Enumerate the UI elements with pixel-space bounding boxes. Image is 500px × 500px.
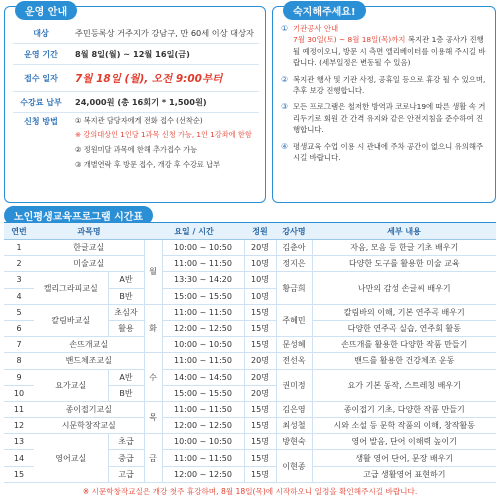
cell-capacity: 20명 [244, 353, 276, 369]
cell-no: 3 [4, 272, 34, 288]
cell-capacity: 15명 [244, 466, 276, 482]
schedule-title: 노인평생교육프로그램 시간표 [4, 206, 153, 225]
table-row [4, 434, 496, 450]
cell-subgroup: 초심자 [108, 304, 144, 320]
table-header-row [4, 223, 496, 240]
cell-subgroup: 중급 [108, 450, 144, 466]
cell-no: 13 [4, 434, 34, 450]
cell-capacity: 20명 [244, 369, 276, 385]
cell-subgroup: 초급 [108, 434, 144, 450]
header-daytime: 요일 / 시간 [144, 223, 244, 240]
cell-no: 9 [4, 369, 34, 385]
cell-time: 12:00 ~ 12:50 [162, 320, 244, 336]
header-detail: 세부 내용 [312, 223, 496, 240]
cell-subject: 칼림바교실 [34, 304, 108, 336]
cell-time: 12:00 ~ 12:50 [162, 466, 244, 482]
cell-no: 2 [4, 256, 34, 272]
cell-teacher: 방현숙 [276, 434, 312, 450]
operation-row-period [13, 44, 259, 64]
method-line: ① 복지관 담당자에게 전화 접수 (선착순) [75, 116, 203, 125]
cell-detail: 종이접기 기초, 다양한 작품 만들기 [312, 401, 496, 417]
cell-capacity: 15명 [244, 320, 276, 336]
cell-capacity: 15명 [244, 337, 276, 353]
notice-title: 숙지해주세요! [283, 1, 366, 20]
cell-subject: 시문학창작교실 [34, 418, 144, 434]
cell-teacher: 김춘아 [276, 240, 312, 256]
table-row [4, 353, 496, 369]
notice-number: ① [281, 24, 289, 33]
notice-panel [272, 6, 496, 203]
cell-time: 10:00 ~ 10:50 [162, 434, 244, 450]
row-value: 주민등록상 거주지가 강남구, 만 60세 이상 대상자 [75, 27, 254, 38]
cell-subject: 미술교실 [34, 256, 144, 272]
cell-detail: 다양한 연주곡 실습, 연주회 활동 [312, 320, 496, 336]
header-capacity: 정원 [244, 223, 276, 240]
notice-item [281, 23, 489, 69]
cell-capacity: 10명 [244, 288, 276, 304]
notice-number: ③ [281, 102, 289, 112]
cell-subject: 밴드체조교실 [34, 353, 144, 369]
notice-item [281, 101, 489, 135]
row-label: 운영 기간 [24, 49, 58, 59]
cell-subject: 손뜨개교실 [34, 337, 144, 353]
cell-detail: 손뜨개를 활용한 다양한 작품 만들기 [312, 337, 496, 353]
cell-day: 목 [144, 401, 162, 433]
cell-day: 월 [144, 240, 162, 305]
cell-day: 금 [144, 434, 162, 483]
cell-time: 14:00 ~ 14:50 [162, 369, 244, 385]
header-no: 연번 [4, 223, 34, 240]
cell-subject: 종이접기교실 [34, 401, 144, 417]
cell-time: 13:30 ~ 14:20 [162, 272, 244, 288]
table-row [4, 256, 496, 272]
method-line: ② 정원미달 과목에 한해 추가접수 가능 [75, 145, 198, 154]
cell-capacity: 15명 [244, 434, 276, 450]
cell-no: 12 [4, 418, 34, 434]
cell-capacity: 15명 [244, 450, 276, 466]
operation-row-fee [13, 92, 259, 112]
operation-row-method [13, 113, 259, 129]
cell-teacher: 이현종 [276, 450, 312, 482]
cell-time: 10:00 ~ 10:50 [162, 337, 244, 353]
cell-subgroup: A반 [108, 272, 144, 288]
cell-subject: 영어교실 [34, 434, 108, 483]
cell-no: 5 [4, 304, 34, 320]
cell-subgroup: 활용 [108, 320, 144, 336]
cell-time: 15:00 ~ 15:50 [162, 385, 244, 401]
cell-teacher: 문성혜 [276, 337, 312, 353]
cell-detail: 생활 영어 단어, 문장 배우기 [312, 450, 496, 466]
cell-time: 15:00 ~ 15:50 [162, 288, 244, 304]
cell-detail: 영어 발음, 단어 이해력 높이기 [312, 434, 496, 450]
table-row [4, 240, 496, 256]
method-line: ③ 개별연락 후 방문 접수, 개강 후 수강료 납부 [75, 160, 221, 169]
row-value: 24,000원 (총 16회기 * 1,500원) [75, 96, 207, 107]
notice-text: 모든 프로그램은 철저한 방역과 코로나19에 따른 생활 속 거리두기로 회원 간 간격 유지와 같은 안전지침을 준수하여 진행합니다. [293, 102, 486, 135]
cell-no: 10 [4, 385, 34, 401]
notice-number: ④ [281, 141, 289, 151]
cell-capacity: 15명 [244, 304, 276, 320]
cell-no: 7 [4, 337, 34, 353]
cell-teacher: 황금희 [276, 272, 312, 304]
cell-subgroup: B반 [108, 385, 144, 401]
cell-subgroup: 고급 [108, 466, 144, 482]
cell-day: 화 [144, 304, 162, 353]
cell-teacher: 정지은 [276, 256, 312, 272]
cell-detail: 칼림바의 이해, 기본 연주곡 배우기 [312, 304, 496, 320]
cell-subject: 캘리그라피교실 [34, 272, 108, 304]
operation-row-registration [13, 65, 259, 91]
cell-teacher: 전선옥 [276, 353, 312, 369]
row-label: 신청 방법 [24, 116, 58, 126]
operation-title: 운영 안내 [15, 1, 77, 20]
cell-no: 4 [4, 288, 34, 304]
cell-detail: 요가 기본 동작, 스트레칭 배우기 [312, 369, 496, 401]
row-label: 수강료 납부 [20, 97, 62, 107]
cell-subgroup: A반 [108, 369, 144, 385]
notice-text: 복지관 행사 및 기관 사정, 공휴일 등으로 휴강 될 수 있으며, 추후 보강 진행합니다. [293, 74, 486, 96]
cell-teacher: 권미정 [276, 369, 312, 401]
cell-detail: 자음, 모음 등 한글 기초 배우기 [312, 240, 496, 256]
cell-capacity: 10명 [244, 272, 276, 288]
cell-time: 11:00 ~ 11:50 [162, 450, 244, 466]
cell-capacity: 20명 [244, 240, 276, 256]
cell-teacher: 김은영 [276, 401, 312, 417]
notice-number: ② [281, 74, 289, 84]
cell-no: 1 [4, 240, 34, 256]
cell-detail: 나만의 감성 손글씨 배우기 [312, 272, 496, 304]
row-value: 7월 18일 (월), 오전 9:00부터 [75, 72, 223, 85]
cell-no: 15 [4, 466, 34, 482]
table-row [4, 272, 496, 288]
cell-detail: 밴드를 활용한 건강체조 운동 [312, 353, 496, 369]
notice-text: 기관공사 안내 7월 30일(토) ~ 8월 18일(목)까지 복지관 1층 공사가 진행될 예정이오니, 방문 시 측면 엘리베이터를 이용해 주시길 바랍니다. (세부일정은 변동될 수 있음) [293, 24, 486, 68]
cell-time: 12:00 ~ 12:50 [162, 418, 244, 434]
cell-time: 11:00 ~ 11:50 [162, 304, 244, 320]
schedule-footnote: ※ 시문학창작교실은 개강 첫주 휴강하며, 8월 18일(목)에 시작하오니 일정을 확인해주시길 바랍니다. [82, 487, 418, 496]
table-row [4, 337, 496, 353]
cell-time: 11:00 ~ 11:50 [162, 401, 244, 417]
schedule-table [4, 222, 496, 483]
cell-no: 8 [4, 353, 34, 369]
table-row [4, 418, 496, 434]
notice-text: 평생교육 수업 이용 시 관내에 주차 공간이 없으니 유의해주시길 바랍니다. [293, 141, 484, 163]
notice-item [281, 74, 489, 97]
cell-teacher: 최성철 [276, 418, 312, 434]
cell-subgroup: B반 [108, 288, 144, 304]
cell-detail: 고급 생활영어 표현하기 [312, 466, 496, 482]
cell-detail: 다양한 도구를 활용한 미술 교육 [312, 256, 496, 272]
method-line: ※ 강의대상인 1인당 1과목 신청 가능, 1인 1강좌에 한함 [75, 130, 252, 139]
cell-time: 11:00 ~ 11:50 [162, 353, 244, 369]
table-row [4, 304, 496, 320]
operation-row-target [13, 23, 259, 43]
table-row [4, 401, 496, 417]
cell-subject: 요가교실 [34, 369, 108, 401]
cell-capacity: 15명 [244, 401, 276, 417]
table-row [4, 369, 496, 385]
cell-teacher: 주혜민 [276, 304, 312, 336]
cell-no: 11 [4, 401, 34, 417]
row-label: 접수 일자 [24, 73, 58, 83]
operation-panel [4, 6, 266, 203]
cell-no: 14 [4, 450, 34, 466]
cell-time: 10:00 ~ 10:50 [162, 240, 244, 256]
header-teacher: 강사명 [276, 223, 312, 240]
cell-capacity: 10명 [244, 256, 276, 272]
cell-subject: 한글교실 [34, 240, 144, 256]
header-subject: 과목명 [34, 223, 144, 240]
cell-capacity: 15명 [244, 418, 276, 434]
cell-detail: 시와 소설 등 문학 작품의 이해, 창작활동 [312, 418, 496, 434]
cell-time: 11:00 ~ 11:50 [162, 256, 244, 272]
notice-item [281, 141, 489, 164]
cell-no: 6 [4, 320, 34, 336]
cell-capacity: 20명 [244, 385, 276, 401]
row-value: 8월 8일(월) ~ 12월 16일(금) [75, 48, 190, 59]
cell-day: 수 [144, 353, 162, 402]
row-label: 대상 [33, 28, 49, 38]
